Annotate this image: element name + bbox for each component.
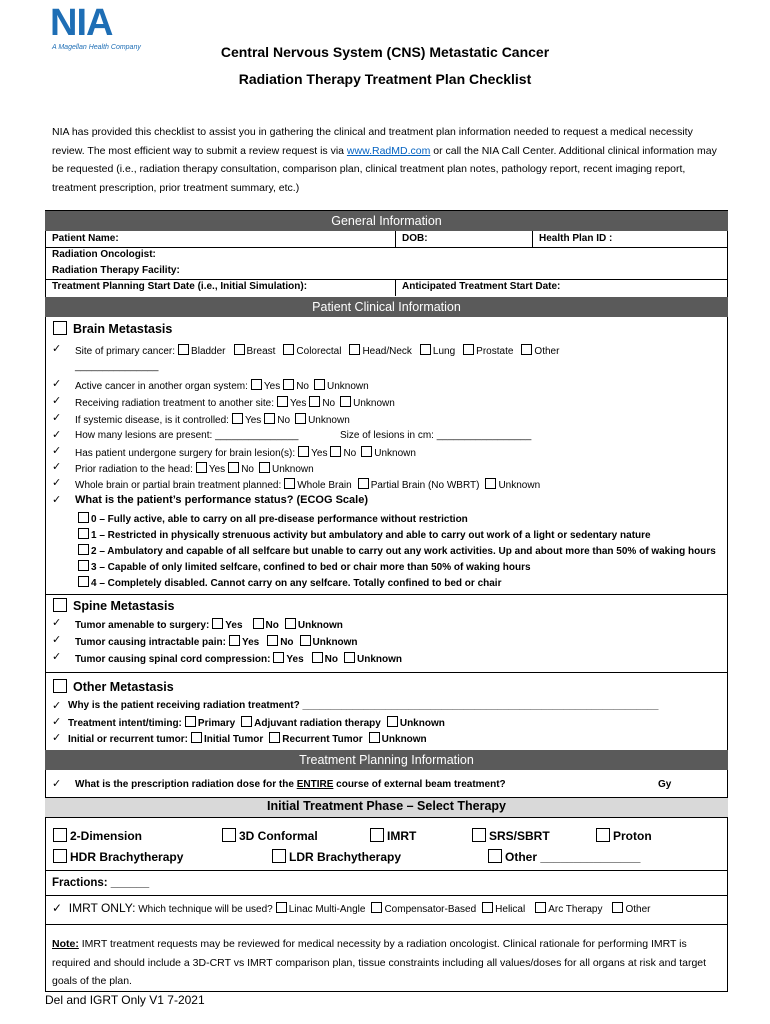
no-checkbox[interactable]: [312, 652, 323, 663]
partial-brain-label: Partial Brain (No WBRT): [370, 480, 480, 491]
fractions-label[interactable]: Fractions: ______: [52, 877, 150, 889]
srs-sbrt-checkbox[interactable]: [472, 828, 486, 842]
arc-therapy-checkbox[interactable]: [535, 902, 546, 913]
brain-metastasis-checkbox[interactable]: [53, 321, 67, 335]
amenable-row: [75, 618, 343, 631]
ecog-3-label: 3 – Capable of only limited selfcare, confined to bed or chair more than 50% of waking hours: [91, 562, 531, 573]
no-label: No: [265, 620, 279, 631]
compression-row: [75, 652, 402, 665]
dose-text-1: What is the prescription radiation dose for the: [75, 779, 297, 790]
lesions-present-label: How many lesions are present: _______________: [75, 430, 299, 441]
no-checkbox[interactable]: [330, 446, 341, 457]
note-text: IMRT treatment requests may be reviewed for medical necessity by a radiation oncologist. Clinical rationale for performing IMRT is required and should include a 3D-CRT vs IMRT comparison plan, tissue constraints including all values/doses for all organs at risk and target goals of the plan.: [52, 938, 707, 987]
unknown-label: Unknown: [381, 734, 427, 745]
receiving-treatment-label: Receiving radiation treatment to another site:: [75, 398, 274, 409]
compensator-checkbox[interactable]: [371, 902, 382, 913]
spine-metastasis-title: Spine Metastasis: [73, 599, 175, 613]
colorectal-checkbox[interactable]: [283, 344, 294, 355]
prescription-dose-label: [75, 779, 506, 790]
yes-checkbox[interactable]: [273, 652, 284, 663]
divider: [45, 870, 728, 871]
brain-metastasis-heading: [53, 321, 172, 336]
check-icon: ✓: [52, 343, 62, 355]
divider: [45, 672, 728, 673]
logo-tagline: A Magellan Health Company: [52, 44, 141, 51]
primary-site-row: [75, 344, 559, 357]
check-icon: ✓: [52, 617, 62, 629]
two-dimension-checkbox[interactable]: [53, 828, 67, 842]
check-icon: ✓: [52, 378, 62, 390]
divider: [45, 247, 728, 248]
srs-sbrt-option[interactable]: [472, 828, 550, 843]
breast-label: Breast: [246, 346, 276, 357]
compensator-label: Compensator-Based: [384, 904, 477, 915]
health-plan-id-label: Health Plan ID :: [539, 233, 613, 244]
3d-conformal-checkbox[interactable]: [222, 828, 236, 842]
dose-text-2: course of external beam treatment?: [333, 779, 506, 790]
amenable-label: Tumor amenable to surgery:: [75, 620, 210, 631]
surgery-row: [75, 446, 416, 459]
unknown-label: Unknown: [312, 637, 358, 648]
unknown-checkbox[interactable]: [295, 413, 306, 424]
facility-label: Radiation Therapy Facility:: [52, 265, 180, 276]
recurrent-tumor-label: Recurrent Tumor: [282, 734, 363, 745]
ecog-3-checkbox[interactable]: [78, 560, 89, 571]
yes-label: Yes: [290, 398, 307, 409]
receiving-treatment-row: [75, 396, 395, 409]
unknown-checkbox[interactable]: [344, 652, 355, 663]
unknown-label: Unknown: [308, 415, 350, 426]
bladder-label: Bladder: [191, 346, 226, 357]
no-label: No: [280, 637, 294, 648]
performance-status-label: What is the patient’s performance status? (ECOG Scale): [75, 494, 368, 506]
unknown-checkbox[interactable]: [361, 446, 372, 457]
ldr-label: LDR Brachytherapy: [289, 850, 402, 864]
logo-text: NIA: [50, 2, 113, 44]
no-checkbox[interactable]: [253, 618, 264, 629]
yes-label: Yes: [225, 620, 243, 631]
check-icon: ✓: [52, 461, 62, 473]
systemic-controlled-row: [75, 413, 350, 426]
initial-recurrent-row: [68, 732, 427, 745]
unknown-label: Unknown: [327, 381, 369, 392]
ecog-1-row: [75, 528, 651, 541]
imrt-only-label: IMRT ONLY:: [68, 901, 136, 915]
other-technique-label: Other: [625, 904, 651, 915]
check-icon: ✓: [52, 700, 62, 712]
dose-emphasis: ENTIRE: [296, 779, 334, 790]
unknown-checkbox[interactable]: [259, 462, 270, 473]
footer-version: Del and IGRT Only V1 7-2021: [45, 993, 205, 1007]
3d-conformal-label: 3D Conformal: [239, 829, 318, 843]
yes-checkbox[interactable]: [232, 413, 243, 424]
other-technique-checkbox[interactable]: [612, 902, 623, 913]
divider: [45, 895, 728, 896]
lung-checkbox[interactable]: [420, 344, 431, 355]
srs-sbrt-label: SRS/SBRT: [489, 829, 550, 843]
clinical-information-header: Patient Clinical Information: [45, 297, 728, 317]
unknown-label: Unknown: [498, 480, 541, 491]
breast-checkbox[interactable]: [234, 344, 245, 355]
yes-label: Yes: [208, 464, 226, 475]
unknown-checkbox[interactable]: [485, 478, 496, 489]
whole-partial-label: Whole brain or partial brain treatment planned:: [75, 480, 282, 491]
yes-checkbox[interactable]: [277, 396, 288, 407]
imrt-question: Which technique will be used?: [138, 904, 273, 915]
no-checkbox[interactable]: [267, 635, 278, 646]
ecog-2-row: [75, 544, 716, 557]
ecog-4-row: [75, 576, 501, 589]
ecog-2-checkbox[interactable]: [78, 544, 89, 555]
no-label: No: [296, 381, 309, 392]
patient-name-label: Patient Name:: [52, 233, 119, 244]
yes-label: Yes: [244, 415, 262, 426]
yes-label: Yes: [311, 448, 328, 459]
divider: [395, 279, 396, 296]
yes-checkbox[interactable]: [196, 462, 207, 473]
other-site-blank[interactable]: _______________: [75, 361, 159, 372]
divider: [395, 231, 396, 247]
yes-label: Yes: [263, 381, 281, 392]
proton-checkbox[interactable]: [596, 828, 610, 842]
check-icon: ✓: [52, 477, 62, 489]
imrt-checkbox[interactable]: [370, 828, 384, 842]
active-cancer-row: [75, 379, 369, 392]
ecog-4-checkbox[interactable]: [78, 576, 89, 587]
hdr-checkbox[interactable]: [53, 849, 67, 863]
other-metastasis-checkbox[interactable]: [53, 679, 67, 693]
check-icon: ✓: [52, 634, 62, 646]
other-therapy-checkbox[interactable]: [488, 849, 502, 863]
check-icon: ✓: [52, 412, 62, 424]
compression-label: Tumor causing spinal cord compression:: [75, 654, 271, 665]
unknown-label: Unknown: [271, 464, 314, 475]
3d-conformal-option[interactable]: [222, 828, 318, 843]
initial-recurrent-label: Initial or recurrent tumor:: [68, 734, 189, 745]
initial-tumor-checkbox[interactable]: [191, 732, 202, 743]
other-therapy-label: Other _______________: [505, 850, 641, 864]
note-label: Note:: [52, 938, 79, 950]
check-icon: ✓: [52, 651, 62, 663]
spine-metastasis-heading: [53, 598, 174, 613]
check-icon: ✓: [52, 778, 62, 790]
head-neck-checkbox[interactable]: [349, 344, 360, 355]
no-checkbox[interactable]: [228, 462, 239, 473]
imrt-option[interactable]: [370, 828, 416, 843]
unknown-label: Unknown: [399, 718, 445, 729]
planning-start-label: Treatment Planning Start Date (i.e., Initial Simulation):: [52, 281, 308, 292]
check-icon: ✓: [52, 494, 62, 506]
unknown-checkbox[interactable]: [369, 732, 380, 743]
check-icon: ✓: [52, 732, 62, 744]
imrt-only-row: [52, 901, 651, 915]
unknown-checkbox[interactable]: [285, 618, 296, 629]
bladder-checkbox[interactable]: [178, 344, 189, 355]
no-label: No: [241, 464, 254, 475]
surgery-label: Has patient undergone surgery for brain lesion(s):: [75, 448, 296, 459]
two-dimension-option[interactable]: [53, 828, 142, 843]
dob-label: DOB:: [402, 233, 428, 244]
initial-tumor-label: Initial Tumor: [204, 734, 264, 745]
check-icon: ✓: [52, 395, 62, 407]
divider: [45, 924, 728, 925]
document-title-line1: Central Nervous System (CNS) Metastatic Cancer: [220, 44, 550, 60]
divider: [45, 279, 728, 280]
brain-metastasis-title: Brain Metastasis: [73, 322, 173, 336]
arc-therapy-label: Arc Therapy: [548, 904, 603, 915]
proton-label: Proton: [613, 829, 652, 843]
ecog-0-label: 0 – Fully active, able to carry on all pre-disease performance without restriction: [91, 514, 468, 525]
divider: [532, 231, 533, 247]
linac-label: Linac Multi-Angle: [288, 904, 366, 915]
ldr-checkbox[interactable]: [272, 849, 286, 863]
proton-option[interactable]: [596, 828, 652, 843]
ecog-2-label: 2 – Ambulatory and capable of all selfcare but unable to carry out any work activities. Up and about more than 50% of waking hours: [91, 546, 716, 557]
unknown-label: Unknown: [374, 448, 416, 459]
intro-paragraph: [52, 123, 722, 197]
intent-label: Treatment intent/timing:: [68, 718, 182, 729]
anticipated-start-label: Anticipated Treatment Start Date:: [402, 281, 561, 292]
whole-brain-label: Whole Brain: [297, 480, 352, 491]
ecog-4-label: 4 – Completely disabled. Cannot carry on any selfcare. Totally confined to bed or chair: [91, 578, 502, 589]
document-title-line2: Radiation Therapy Treatment Plan Checklist: [238, 71, 532, 87]
unknown-label: Unknown: [297, 620, 343, 631]
ecog-0-row: [75, 512, 468, 525]
helical-checkbox[interactable]: [482, 902, 493, 913]
initial-phase-header: Initial Treatment Phase – Select Therapy: [267, 799, 506, 813]
ecog-3-row: [75, 560, 531, 573]
spine-metastasis-checkbox[interactable]: [53, 598, 67, 612]
divider: [45, 594, 728, 595]
systemic-controlled-label: If systemic disease, is it controlled:: [75, 415, 229, 426]
imrt-label: IMRT: [387, 829, 417, 843]
yes-label: Yes: [286, 654, 304, 665]
check-icon: ✓: [52, 445, 62, 457]
unknown-label: Unknown: [353, 398, 395, 409]
adjuvant-checkbox[interactable]: [241, 716, 252, 727]
ldr-option[interactable]: [272, 849, 401, 864]
prostate-label: Prostate: [476, 346, 514, 357]
intro-text-1: NIA has provided this checklist to assist you in gathering the clinical and treatment plan information needed to request a medical necessity review. The most efficient way to submit a review request is via: [52, 126, 693, 157]
other-metastasis-heading: [53, 679, 174, 694]
primary-site-label: Site of primary cancer:: [75, 346, 176, 357]
other-site-checkbox[interactable]: [521, 344, 532, 355]
recurrent-tumor-checkbox[interactable]: [269, 732, 280, 743]
hdr-label: HDR Brachytherapy: [70, 850, 184, 864]
no-label: No: [322, 398, 336, 409]
gy-unit-label: Gy: [658, 779, 672, 790]
colorectal-label: Colorectal: [296, 346, 342, 357]
helical-label: Helical: [495, 904, 526, 915]
unknown-label: Unknown: [357, 654, 402, 665]
two-dimension-label: 2-Dimension: [70, 829, 143, 843]
prior-radiation-row: [75, 462, 314, 475]
why-receiving-label[interactable]: Why is the patient receiving radiation treatment? ________________________________________________________________: [68, 700, 659, 711]
hdr-option[interactable]: [53, 849, 183, 864]
treatment-planning-header: Treatment Planning Information: [45, 750, 728, 770]
yes-checkbox[interactable]: [251, 379, 262, 390]
head-neck-label: Head/Neck: [362, 346, 412, 357]
unknown-checkbox[interactable]: [387, 716, 398, 727]
yes-label: Yes: [241, 637, 260, 648]
prostate-checkbox[interactable]: [463, 344, 474, 355]
yes-checkbox[interactable]: [229, 635, 240, 646]
intractable-label: Tumor causing intractable pain:: [75, 637, 226, 648]
intro-text-2: or call the NIA Call Center. Additional clinical information may be requested (i.e., radiation therapy consultation, comparison plan, clinical treatment plan notes, pathology report, recent imaging report, treatment prescription, prior treatment summary, etc.): [52, 144, 717, 194]
unknown-checkbox[interactable]: [340, 396, 351, 407]
intractable-row: [75, 635, 358, 648]
ecog-1-checkbox[interactable]: [78, 528, 89, 539]
intent-row: [68, 716, 445, 729]
other-site-label: Other: [534, 346, 560, 357]
imrt-note: [52, 935, 724, 991]
whole-brain-checkbox[interactable]: [284, 478, 295, 489]
yes-checkbox[interactable]: [212, 618, 223, 629]
adjuvant-label: Adjuvant radiation therapy: [254, 718, 381, 729]
partial-brain-checkbox[interactable]: [358, 478, 369, 489]
no-checkbox[interactable]: [283, 379, 294, 390]
lesion-size-label: Size of lesions in cm: _________________: [340, 430, 532, 441]
whole-partial-row: [75, 478, 540, 491]
yes-checkbox[interactable]: [298, 446, 309, 457]
no-label: No: [277, 415, 291, 426]
general-information-header: General Information: [45, 211, 728, 231]
other-metastasis-title: Other Metastasis: [73, 680, 174, 694]
check-icon: ✓: [52, 901, 69, 915]
check-icon: ✓: [52, 716, 62, 728]
no-checkbox[interactable]: [264, 413, 275, 424]
no-checkbox[interactable]: [309, 396, 320, 407]
unknown-checkbox[interactable]: [300, 635, 311, 646]
check-icon: ✓: [52, 429, 62, 441]
other-therapy-option[interactable]: [488, 849, 640, 864]
linac-checkbox[interactable]: [276, 902, 287, 913]
primary-label: Primary: [197, 718, 236, 729]
radmd-link[interactable]: www.RadMD.com: [346, 144, 431, 157]
ecog-0-checkbox[interactable]: [78, 512, 89, 523]
no-label: No: [343, 448, 357, 459]
lung-label: Lung: [432, 346, 456, 357]
primary-checkbox[interactable]: [185, 716, 196, 727]
prior-radiation-label: Prior radiation to the head:: [75, 464, 193, 475]
active-cancer-label: Active cancer in another organ system:: [75, 381, 248, 392]
imrt-techniques: [135, 904, 650, 915]
radiation-oncologist-label: Radiation Oncologist:: [52, 249, 156, 260]
ecog-1-label: 1 – Restricted in physically strenuous activity but ambulatory and able to carry out work of a light or sedentary nature: [91, 530, 651, 541]
no-label: No: [324, 654, 338, 665]
unknown-checkbox[interactable]: [314, 379, 325, 390]
